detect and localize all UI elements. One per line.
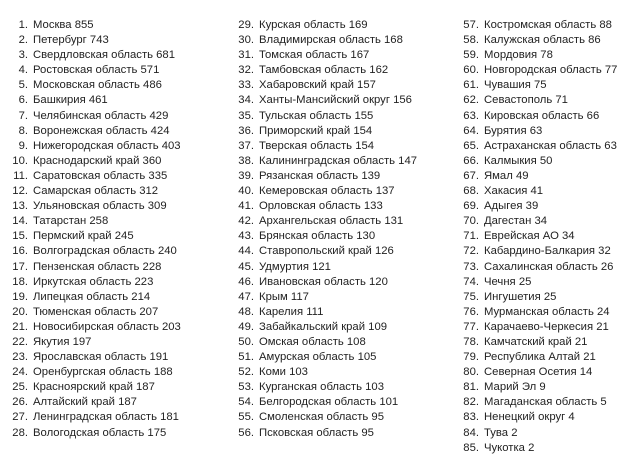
list-item xyxy=(10,109,235,124)
list-item-number: 2. xyxy=(18,34,28,47)
list-item xyxy=(461,169,636,184)
list-item-number: 18. xyxy=(12,275,28,288)
list-item xyxy=(461,229,636,244)
list-item xyxy=(461,78,636,93)
list-item xyxy=(461,441,636,456)
list-item-number: 64. xyxy=(463,124,479,137)
list-item-text: Оренбургская область 188 xyxy=(33,366,173,379)
list-item-number: 5. xyxy=(18,79,28,92)
list-item xyxy=(461,395,636,410)
list-item-number: 25. xyxy=(12,381,28,394)
list-item xyxy=(10,380,235,395)
list-item xyxy=(10,275,235,290)
list-item-number: 41. xyxy=(238,200,254,213)
list-item xyxy=(461,184,636,199)
list-item-text: Кемеровская область 137 xyxy=(259,185,395,198)
list-item-text: Томская область 167 xyxy=(259,49,370,62)
list-item-text: Ненецкий округ 4 xyxy=(484,411,575,424)
list-item-text: Нижегородская область 403 xyxy=(33,139,181,152)
list-item-text: Костромская область 88 xyxy=(484,19,612,31)
list-item-text: Новосибирская область 203 xyxy=(33,320,181,333)
list-item xyxy=(236,260,461,275)
list-item-number: 32. xyxy=(238,64,254,77)
list-item xyxy=(461,199,636,214)
list-item-text: Свердловская область 681 xyxy=(33,49,175,62)
list-item-text: Мурманская область 24 xyxy=(484,305,610,318)
list-item-text: Еврейская АО 34 xyxy=(484,230,575,243)
list-item-text: Тамбовская область 162 xyxy=(259,64,389,77)
list-item xyxy=(236,335,461,350)
list-item xyxy=(10,124,235,139)
list-item xyxy=(10,93,235,108)
list-item xyxy=(461,18,636,33)
list-item-text: Курганская область 103 xyxy=(259,381,384,394)
list-item xyxy=(10,184,235,199)
list-item-number: 13. xyxy=(12,200,28,213)
list-item xyxy=(10,33,235,48)
list-item xyxy=(10,154,235,169)
list-item-text: Тюменская область 207 xyxy=(33,305,159,318)
list-item xyxy=(461,290,636,305)
list-item xyxy=(461,275,636,290)
list-item-number: 47. xyxy=(238,290,254,303)
list-item xyxy=(236,199,461,214)
list-item-text: Ивановская область 120 xyxy=(259,275,388,288)
list-item-text: Коми 103 xyxy=(259,366,308,379)
list-item xyxy=(461,154,636,169)
list-item xyxy=(10,169,235,184)
list-item xyxy=(461,139,636,154)
list-item-text: Волгоградская область 240 xyxy=(33,245,177,258)
list-item xyxy=(461,410,636,425)
list-item xyxy=(236,410,461,425)
list-item-number: 57. xyxy=(463,19,479,31)
list-item-text: Воронежская область 424 xyxy=(33,124,170,137)
list-item-text: Башкирия 461 xyxy=(33,94,108,107)
list-item-text: Бурятия 63 xyxy=(484,124,543,137)
list-item-number: 43. xyxy=(238,230,254,243)
list-item-text: Краснодарский край 360 xyxy=(33,154,162,167)
list-item xyxy=(236,63,461,78)
list-item-number: 70. xyxy=(463,215,479,228)
list-item xyxy=(10,199,235,214)
list-item-number: 14. xyxy=(12,215,28,228)
list-item-number: 59. xyxy=(463,49,479,62)
list-item xyxy=(236,290,461,305)
list-item-number: 52. xyxy=(238,366,254,379)
list-item xyxy=(236,18,461,33)
list-item-text: Смоленская область 95 xyxy=(259,411,384,424)
list-item-text: Республика Алтай 21 xyxy=(484,351,596,364)
list-item xyxy=(236,48,461,63)
list-item-text: Марий Эл 9 xyxy=(484,381,546,394)
list-item-number: 33. xyxy=(238,79,254,92)
list-item-number: 8. xyxy=(18,124,28,137)
list-item-text: Владимирская область 168 xyxy=(259,34,403,47)
list-item-number: 66. xyxy=(463,154,479,167)
list-item-text: Ярославская область 191 xyxy=(33,351,169,364)
list-item-text: Тува 2 xyxy=(484,426,518,439)
list-item-text: Красноярский край 187 xyxy=(33,381,155,394)
list-item-text: Чукотка 2 xyxy=(484,441,535,454)
list-item-text: Калужская область 86 xyxy=(484,34,601,47)
list-item-text: Магаданская область 5 xyxy=(484,396,607,409)
list-item-number: 60. xyxy=(463,64,479,77)
list-item xyxy=(461,244,636,259)
list-item-text: Алтайский край 187 xyxy=(33,396,137,409)
list-item-number: 51. xyxy=(238,351,254,364)
list-item xyxy=(10,78,235,93)
list-item-text: Мордовия 78 xyxy=(484,49,553,62)
list-item-number: 27. xyxy=(12,411,28,424)
list-item-text: Пермский край 245 xyxy=(33,230,134,243)
list-item-number: 22. xyxy=(12,335,28,348)
list-item-number: 31. xyxy=(238,49,254,62)
list-item-text: Калмыкия 50 xyxy=(484,154,553,167)
list-item-number: 54. xyxy=(238,396,254,409)
list-item-number: 10. xyxy=(12,154,28,167)
list-item-text: Петербург 743 xyxy=(33,34,109,47)
list-item-number: 1. xyxy=(18,19,28,31)
list-item-number: 78. xyxy=(463,335,479,348)
list-item xyxy=(461,33,636,48)
list-item-text: Хабаровский край 157 xyxy=(259,79,376,92)
list-item xyxy=(461,93,636,108)
list-item-number: 71. xyxy=(463,230,479,243)
list-item-text: Ростовская область 571 xyxy=(33,64,160,77)
list-item-text: Пензенская область 228 xyxy=(33,260,162,273)
list-item xyxy=(10,18,235,33)
list-item-number: 17. xyxy=(12,260,28,273)
list-item xyxy=(10,320,235,335)
list-item-number: 74. xyxy=(463,275,479,288)
list-item xyxy=(461,63,636,78)
list-item-number: 46. xyxy=(238,275,254,288)
list-item-number: 29. xyxy=(238,19,254,31)
list-item xyxy=(10,410,235,425)
list-item xyxy=(236,395,461,410)
list-item xyxy=(461,320,636,335)
list-item-number: 82. xyxy=(463,396,479,409)
list-item xyxy=(236,275,461,290)
list-item-number: 50. xyxy=(238,335,254,348)
list-item xyxy=(10,305,235,320)
list-item-text: Курская область 169 xyxy=(259,19,368,31)
list-item-text: Омская область 108 xyxy=(259,335,366,348)
list-item xyxy=(461,380,636,395)
list-item xyxy=(236,93,461,108)
list-item-number: 72. xyxy=(463,245,479,258)
list-item-text: Камчатский край 21 xyxy=(484,335,588,348)
list-item-text: Амурская область 105 xyxy=(259,351,377,364)
list-item-text: Сахалинская область 26 xyxy=(484,260,614,273)
list-item xyxy=(461,109,636,124)
list-item-text: Карачаево-Черкесия 21 xyxy=(484,320,609,333)
list-item xyxy=(236,109,461,124)
list-item-text: Брянская область 130 xyxy=(259,230,376,243)
list-item-number: 81. xyxy=(463,381,479,394)
list-item xyxy=(236,139,461,154)
list-item-number: 84. xyxy=(463,426,479,439)
list-item xyxy=(10,229,235,244)
list-item-number: 40. xyxy=(238,185,254,198)
list-item-text: Иркутская область 223 xyxy=(33,275,154,288)
list-item-text: Новгородская область 77 xyxy=(484,64,618,77)
list-item-text: Тверская область 154 xyxy=(259,139,375,152)
list-item xyxy=(236,124,461,139)
list-item-number: 37. xyxy=(238,139,254,152)
list-item-text: Калининградская область 147 xyxy=(259,154,418,167)
list-item-number: 80. xyxy=(463,366,479,379)
list-item xyxy=(10,260,235,275)
list-item-text: Татарстан 258 xyxy=(33,215,109,228)
list-item-number: 20. xyxy=(12,305,28,318)
list-item-number: 53. xyxy=(238,381,254,394)
list-item-number: 6. xyxy=(18,94,28,107)
list-item-number: 38. xyxy=(238,154,254,167)
list-item-number: 12. xyxy=(12,185,28,198)
list-item-text: Рязанская область 139 xyxy=(259,169,381,182)
list-item-text: Чувашия 75 xyxy=(484,79,547,92)
list-item-number: 73. xyxy=(463,260,479,273)
list-item-text: Адыгея 39 xyxy=(484,200,539,213)
list-item-text: Астраханская область 63 xyxy=(484,139,617,152)
list-item-text: Белгородская область 101 xyxy=(259,396,399,409)
list-item xyxy=(236,214,461,229)
list-column-3 xyxy=(461,18,636,456)
list-item-number: 9. xyxy=(18,139,28,152)
list-item-number: 24. xyxy=(12,366,28,379)
list-item-text: Псковская область 95 xyxy=(259,426,374,439)
list-item-text: Якутия 197 xyxy=(33,335,92,348)
list-item-text: Чечня 25 xyxy=(484,275,532,288)
list-item xyxy=(236,305,461,320)
list-item-number: 67. xyxy=(463,169,479,182)
list-item-number: 21. xyxy=(12,320,28,333)
list-item xyxy=(10,48,235,63)
list-item-text: Крым 117 xyxy=(259,290,309,303)
list-item xyxy=(236,320,461,335)
list-item-number: 61. xyxy=(463,79,479,92)
list-item-number: 11. xyxy=(13,169,28,182)
list-item-number: 79. xyxy=(463,351,479,364)
list-item-text: Ингушетия 25 xyxy=(484,290,557,303)
list-item-text: Ленинградская область 181 xyxy=(33,411,179,424)
list-item-text: Московская область 486 xyxy=(33,79,162,92)
list-item-number: 4. xyxy=(18,64,28,77)
list-item xyxy=(236,78,461,93)
list-item-text: Архангельская область 131 xyxy=(259,215,404,228)
list-item xyxy=(236,350,461,365)
list-item xyxy=(236,154,461,169)
list-item-number: 42. xyxy=(238,215,254,228)
list-item-text: Приморский край 154 xyxy=(259,124,373,137)
list-item xyxy=(461,365,636,380)
list-item-text: Самарская область 312 xyxy=(33,185,159,198)
list-item-number: 75. xyxy=(463,290,479,303)
list-item-text: Забайкальский край 109 xyxy=(259,320,388,333)
list-item-number: 48. xyxy=(238,305,254,318)
list-item-number: 7. xyxy=(18,109,28,122)
list-item-number: 45. xyxy=(238,260,254,273)
list-item-number: 56. xyxy=(238,426,254,439)
list-item xyxy=(236,33,461,48)
list-item-text: Карелия 111 xyxy=(259,305,324,318)
list-item-number: 85. xyxy=(463,441,479,454)
list-item-number: 76. xyxy=(463,305,479,318)
list-item xyxy=(461,305,636,320)
list-item-number: 77. xyxy=(463,320,479,333)
list-item-text: Саратовская область 335 xyxy=(33,169,168,182)
list-item-number: 65. xyxy=(463,139,479,152)
list-item xyxy=(461,350,636,365)
list-item-text: Липецкая область 214 xyxy=(33,290,151,303)
list-item xyxy=(236,169,461,184)
list-item xyxy=(236,244,461,259)
list-item-number: 34. xyxy=(238,94,254,107)
list-item-text: Ставропольский край 126 xyxy=(259,245,394,258)
list-item-number: 39. xyxy=(238,169,254,182)
list-item-text: Кировская область 66 xyxy=(484,109,600,122)
list-item-text: Хакасия 41 xyxy=(484,185,544,198)
list-item xyxy=(236,184,461,199)
list-item xyxy=(236,365,461,380)
list-item-number: 16. xyxy=(12,245,28,258)
list-item xyxy=(10,139,235,154)
list-item xyxy=(461,214,636,229)
list-item-text: Ульяновская область 309 xyxy=(33,200,167,213)
list-item-text: Челябинская область 429 xyxy=(33,109,169,122)
list-item xyxy=(10,244,235,259)
list-item-number: 36. xyxy=(238,124,254,137)
list-item xyxy=(461,260,636,275)
list-item-number: 26. xyxy=(12,396,28,409)
list-item xyxy=(10,350,235,365)
list-item xyxy=(10,63,235,78)
list-column-2 xyxy=(236,18,461,441)
list-item-text: Севастополь 71 xyxy=(484,94,568,107)
list-item-number: 44. xyxy=(238,245,254,258)
list-item-text: Дагестан 34 xyxy=(484,215,548,228)
list-item-number: 3. xyxy=(18,49,28,62)
list-item-number: 69. xyxy=(463,200,479,213)
list-item xyxy=(461,48,636,63)
list-item xyxy=(461,335,636,350)
list-item xyxy=(461,124,636,139)
list-item-number: 62. xyxy=(463,94,479,107)
list-item-text: Тульская область 155 xyxy=(259,109,374,122)
list-item-text: Ханты-Мансийский округ 156 xyxy=(259,94,412,107)
list-item-number: 30. xyxy=(238,34,254,47)
list-item xyxy=(10,335,235,350)
list-item-number: 28. xyxy=(12,426,28,439)
list-item-text: Ямал 49 xyxy=(484,169,529,182)
list-item-number: 63. xyxy=(463,109,479,122)
list-item-number: 58. xyxy=(463,34,479,47)
list-item-text: Орловская область 133 xyxy=(259,200,383,213)
list-column-1 xyxy=(10,18,235,441)
list-item-number: 23. xyxy=(12,351,28,364)
list-item-text: Москва 855 xyxy=(33,19,94,31)
list-item-number: 35. xyxy=(238,109,254,122)
list-item xyxy=(236,229,461,244)
list-item-number: 55. xyxy=(238,411,254,424)
list-item-number: 19. xyxy=(12,290,28,303)
list-item-text: Северная Осетия 14 xyxy=(484,366,593,379)
list-item xyxy=(236,380,461,395)
list-item-number: 15. xyxy=(12,230,28,243)
list-item xyxy=(10,365,235,380)
list-item xyxy=(10,395,235,410)
list-item-text: Вологодская область 175 xyxy=(33,426,167,439)
list-item-number: 83. xyxy=(463,411,479,424)
list-item-text: Кабардино-Балкария 32 xyxy=(484,245,611,258)
list-item-number: 49. xyxy=(238,320,254,333)
list-item-text: Удмуртия 121 xyxy=(259,260,331,273)
list-item xyxy=(10,290,235,305)
list-item xyxy=(10,214,235,229)
list-item-number: 68. xyxy=(463,185,479,198)
